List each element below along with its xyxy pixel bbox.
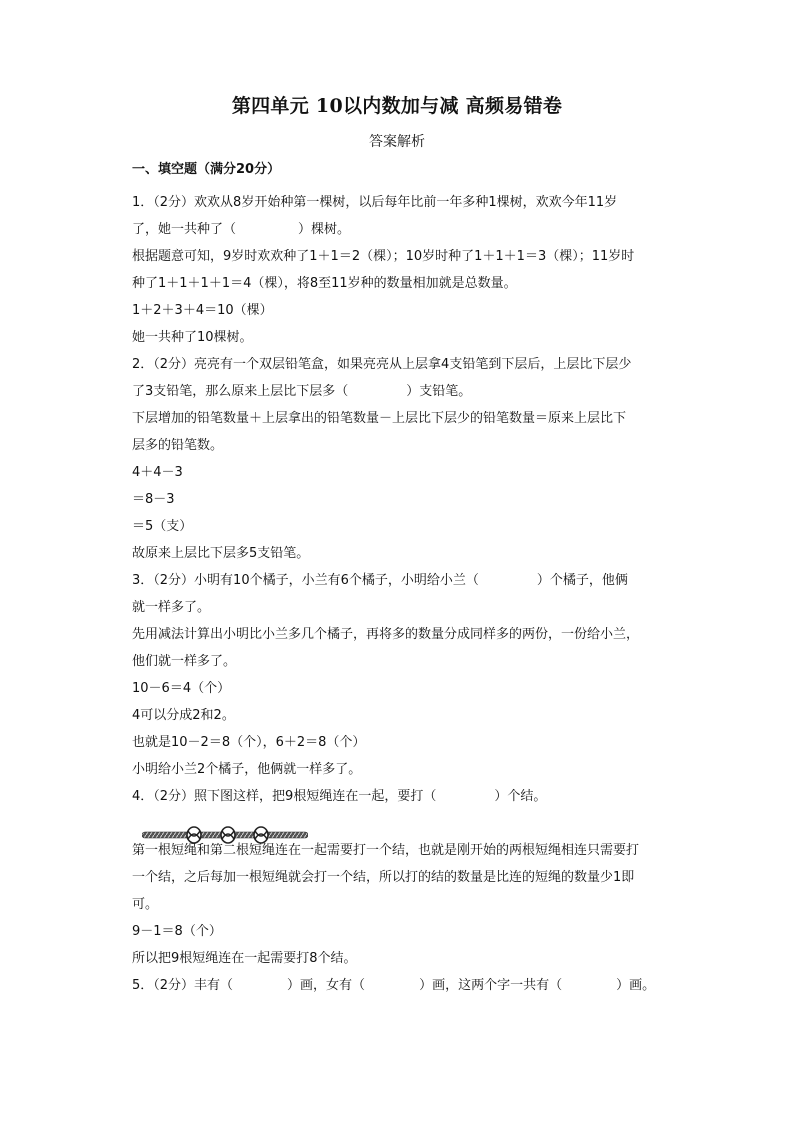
knot-icon bbox=[254, 827, 268, 843]
question-3-line-1: 3．（2分）小明有10个橘子，小兰有6个橘子，小明给小兰（ ）个橘子，他俩 bbox=[132, 573, 628, 588]
answer-1-line-4: 她一共种了10棵树。 bbox=[132, 330, 253, 345]
question-5-line-1: 5．（2分）丰有（ ）画，女有（ ）画，这两个字一共有（ ）画。 bbox=[132, 978, 656, 993]
question-2-line-2: 了3支铅笔，那么原来上层比下层多（ ）支铅笔。 bbox=[132, 384, 472, 399]
question-2-line-1: 2．（2分）亮亮有一个双层铅笔盒，如果亮亮从上层拿4支铅笔到下层后，上层比下层少 bbox=[132, 357, 632, 372]
answer-2-line-1: 下层增加的铅笔数量＋上层拿出的铅笔数量－上层比下层少的铅笔数量＝原来上层比下 bbox=[132, 411, 627, 426]
answer-3-line-1: 先用减法计算出小明比小兰多几个橘子，再将多的数量分成同样多的两份，一份给小兰， bbox=[132, 627, 640, 642]
answer-2-line-5: ＝5（支） bbox=[132, 519, 193, 534]
answer-2-line-6: 故原来上层比下层多5支铅笔。 bbox=[132, 546, 310, 561]
section-heading: 一、填空题（满分20分） bbox=[132, 162, 281, 177]
answer-3-line-2: 他们就一样多了。 bbox=[132, 654, 237, 669]
answer-1-line-1: 根据题意可知，9岁时欢欢种了1＋1＝2（棵）；10岁时种了1＋1＋1＝3（棵）；11岁时 bbox=[132, 249, 635, 264]
answer-2-line-3: 4＋4－3 bbox=[132, 465, 183, 480]
answer-3-line-6: 小明给小兰2个橘子，他俩就一样多了。 bbox=[132, 762, 362, 777]
knot-icon bbox=[187, 827, 201, 843]
answer-4-line-4: 9－1＝8（个） bbox=[132, 924, 222, 939]
document-body bbox=[132, 189, 677, 999]
answer-3-line-5: 也就是10－2＝8（个），6＋2＝8（个） bbox=[132, 735, 366, 750]
question-3-line-2: 就一样多了。 bbox=[132, 600, 211, 615]
answer-4-line-3: 可。 bbox=[132, 897, 159, 912]
question-1-line-2: 了，她一共种了（ ）棵树。 bbox=[132, 222, 351, 237]
question-1-line-1: 1．（2分）欢欢从8岁开始种第一棵树，以后每年比前一年多种1棵树，欢欢今年11岁 bbox=[132, 195, 618, 210]
answer-4-line-1: 第一根短绳和第二根短绳连在一起需要打一个结，也就是刚开始的两根短绳相连只需要打 bbox=[132, 843, 640, 858]
answer-4-line-5: 所以把9根短绳连在一起需要打8个结。 bbox=[132, 951, 357, 966]
answer-3-line-3: 10－6＝4（个） bbox=[132, 681, 231, 696]
answer-1-line-3: 1＋2＋3＋4＝10（棵） bbox=[132, 303, 273, 318]
question-4-line-1: 4．（2分）照下图这样，把9根短绳连在一起，要打（ ）个结。 bbox=[132, 789, 547, 804]
page-title: 第四单元 10以内数加与减 高频易错卷 bbox=[231, 95, 563, 117]
answer-4-line-2: 一个结，之后每加一根短绳就会打一个结，所以打的结的数量是比连的短绳的数量少1即 bbox=[132, 870, 635, 885]
answer-2-line-2: 层多的铅笔数。 bbox=[132, 438, 224, 453]
knot-icon bbox=[221, 827, 235, 843]
answer-2-line-4: ＝8－3 bbox=[132, 492, 175, 507]
page-subtitle: 答案解析 bbox=[369, 134, 425, 150]
answer-3-line-4: 4可以分成2和2。 bbox=[132, 708, 235, 723]
rope-knots-figure bbox=[142, 823, 308, 845]
answer-1-line-2: 种了1＋1＋1＋1＝4（棵），将8至11岁种的数量相加就是总数量。 bbox=[132, 276, 517, 291]
